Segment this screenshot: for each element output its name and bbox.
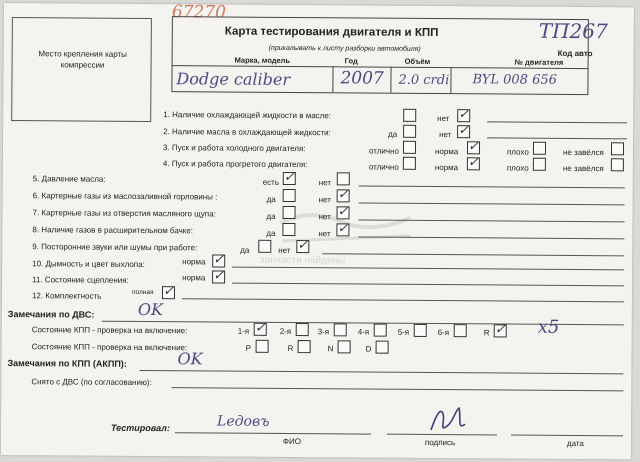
question-3: 3. Пуск и работа холодного двигателя: — [162, 143, 306, 154]
q8-yes-checkbox[interactable] — [282, 223, 295, 236]
kpp-manual-note: x5 — [537, 316, 560, 338]
kpp-auto-label: Состояние КПП - проверка на включение: — [31, 342, 188, 353]
gear-5-checkbox[interactable] — [414, 324, 427, 337]
q5-no-checkbox[interactable] — [337, 172, 350, 185]
removed-label: Снято с ДВС (по согласованию): — [31, 377, 152, 388]
page-title: Карта тестирования двигателя и КПП — [224, 25, 439, 40]
question-8: 8. Наличие газов в расширительном бачке: — [32, 225, 194, 236]
q3-option-bad: плохо — [506, 147, 529, 157]
q7-no-checkbox[interactable]: ✓ — [337, 203, 349, 219]
card-number-handwritten: 67270 — [171, 2, 227, 23]
q10-normal-checkbox[interactable]: ✓ — [213, 251, 225, 267]
q2-option-no: нет — [439, 130, 452, 140]
q7-option-no: нет — [318, 212, 331, 222]
col-label-volume: Объём — [404, 56, 431, 66]
gear-auto-r-label: R — [287, 343, 294, 354]
col-label-engine-number: № двигателя — [514, 57, 564, 67]
engine-remarks-label: Замечания по ДВС: — [7, 309, 95, 320]
gear-6-label: 6-я — [437, 328, 450, 338]
q6-no-checkbox[interactable]: ✓ — [337, 186, 349, 202]
q4-option-bad: плохо — [506, 163, 529, 173]
q3-excellent-checkbox[interactable] — [403, 141, 416, 154]
name-caption: ФИО — [282, 436, 302, 447]
q3-option-normal: норма — [434, 147, 459, 157]
gear-p-label: P — [245, 343, 251, 353]
gear-1-label: 1-я — [237, 326, 250, 336]
question-5: 5. Давление масла: — [32, 174, 106, 184]
gear-auto-r-checkbox[interactable] — [298, 340, 311, 353]
page-subtitle: (прикалывать к листу разборки автомобиля) — [268, 44, 421, 53]
q6-option-yes: да — [266, 194, 276, 204]
gear-p-checkbox[interactable] — [256, 340, 269, 353]
question-12: 12. Комплектность — [31, 291, 102, 301]
q12-option-full: полная — [131, 288, 154, 297]
volume-value: 2.0 crdi — [398, 72, 450, 89]
q5-option-no: нет — [318, 178, 332, 188]
gear-d-label: D — [365, 344, 372, 354]
q7-option-yes: да — [266, 211, 276, 221]
gear-3-checkbox[interactable] — [334, 323, 347, 336]
q4-normal-checkbox[interactable]: ✓ — [467, 154, 479, 170]
gear-1-checkbox[interactable]: ✓ — [254, 319, 266, 335]
q1-option-no: нет — [437, 114, 450, 124]
col-label-model: Марка, модель — [234, 55, 291, 65]
code-label: Код авто — [557, 48, 593, 59]
kpp-remarks-value: OK — [177, 349, 203, 369]
year-value: 2007 — [340, 68, 384, 89]
q7-yes-checkbox[interactable] — [282, 206, 295, 219]
gear-2-checkbox[interactable] — [296, 323, 309, 336]
question-10: 10. Дымность и цвет выхлопа: — [32, 259, 145, 269]
kpp-manual-label: Состояние КПП - проверка на включение: — [31, 325, 188, 336]
q4-option-normal: норма — [434, 163, 459, 173]
compression-card-mount-area — [11, 17, 152, 122]
q8-option-yes: да — [266, 228, 276, 238]
gear-n-label: N — [327, 344, 334, 354]
gear-r-checkbox[interactable]: ✓ — [494, 321, 506, 337]
test-card-sheet — [1, 3, 634, 459]
q4-bad-checkbox[interactable] — [533, 158, 546, 171]
gear-5-label: 5-я — [397, 327, 410, 337]
q10-option-normal: норма — [182, 257, 206, 267]
gear-n-checkbox[interactable] — [338, 340, 351, 353]
watermark-text: запчасти найдены — [260, 254, 346, 267]
q5-option-yes: есть — [262, 177, 280, 187]
q8-option-no: нет — [318, 229, 331, 239]
q3-not-started-checkbox[interactable] — [611, 142, 624, 155]
gear-3-label: 3-я — [317, 327, 330, 337]
gear-4-label: 4-я — [357, 327, 370, 337]
gear-4-checkbox[interactable] — [374, 324, 387, 337]
q4-excellent-checkbox[interactable] — [403, 157, 416, 170]
header-box — [171, 16, 589, 95]
q9-no-checkbox[interactable]: ✓ — [297, 237, 309, 253]
q2-no-checkbox[interactable]: ✓ — [458, 122, 470, 138]
q5-yes-checkbox[interactable]: ✓ — [283, 168, 295, 185]
q6-option-no: нет — [318, 195, 331, 205]
q4-option-excellent: отлично — [368, 162, 399, 172]
gear-6-checkbox[interactable] — [454, 324, 467, 337]
q6-yes-checkbox[interactable] — [283, 189, 296, 202]
q4-option-not-started: не завёлся — [562, 163, 604, 174]
q11-option-normal: норма — [182, 273, 206, 283]
q8-no-checkbox[interactable]: ✓ — [337, 220, 349, 236]
q12-full-checkbox[interactable]: ✓ — [162, 283, 174, 299]
q3-bad-checkbox[interactable] — [533, 142, 546, 155]
engine-remarks-value: OK — [137, 299, 164, 320]
tested-label: Тестировал: — [111, 422, 170, 434]
tester-name-handwritten: Leдовъ — [217, 413, 270, 430]
question-6: 6. Картерные газы из маслозаливной горловины : — [32, 191, 218, 202]
q3-normal-checkbox[interactable]: ✓ — [467, 138, 479, 154]
q1-no-checkbox[interactable]: ✓ — [458, 106, 470, 122]
q11-normal-checkbox[interactable]: ✓ — [213, 267, 225, 283]
date-caption: дата — [566, 438, 584, 449]
q1-yes-checkbox[interactable] — [403, 109, 416, 122]
question-2: 2. Наличие масла в охлаждающей жидкости: — [163, 127, 331, 138]
model-value: Dodge caliber — [176, 69, 291, 89]
engine-number-value: BYL 008 656 — [472, 72, 557, 88]
question-11: 11. Состояние сцепления: — [32, 275, 129, 285]
mount-label: Место крепления карты компрессии — [38, 49, 127, 70]
q3-option-excellent: отлично — [368, 146, 399, 156]
q2-option-yes: да — [388, 129, 398, 139]
question-1: 1. Наличие охлаждающей жидкости в масле: — [163, 110, 332, 121]
question-7: 7. Картерные газы из отверстия масляного щупа: — [32, 208, 216, 219]
q9-option-yes: да — [240, 245, 250, 255]
q9-option-no: нет — [278, 245, 291, 256]
kpp-remarks-label: Замечания по КПП (АКПП): — [7, 358, 127, 369]
col-label-year: Год — [344, 56, 358, 66]
gear-2-label: 2-я — [279, 326, 292, 337]
gear-d-checkbox[interactable] — [376, 341, 389, 354]
gear-r-label: R — [483, 328, 490, 338]
q4-not-started-checkbox[interactable] — [611, 158, 624, 171]
question-4: 4. Пуск и работа прогретого двигателя: — [162, 159, 308, 170]
q9-yes-checkbox[interactable] — [258, 240, 271, 253]
signature-caption: подпись — [424, 437, 456, 448]
q2-yes-checkbox[interactable] — [403, 125, 416, 138]
code-handwritten: ТП267 — [538, 18, 608, 44]
question-9: 9. Посторонние звуки или шумы при работе: — [32, 242, 198, 253]
q3-option-not-started: не завёлся — [562, 147, 604, 158]
